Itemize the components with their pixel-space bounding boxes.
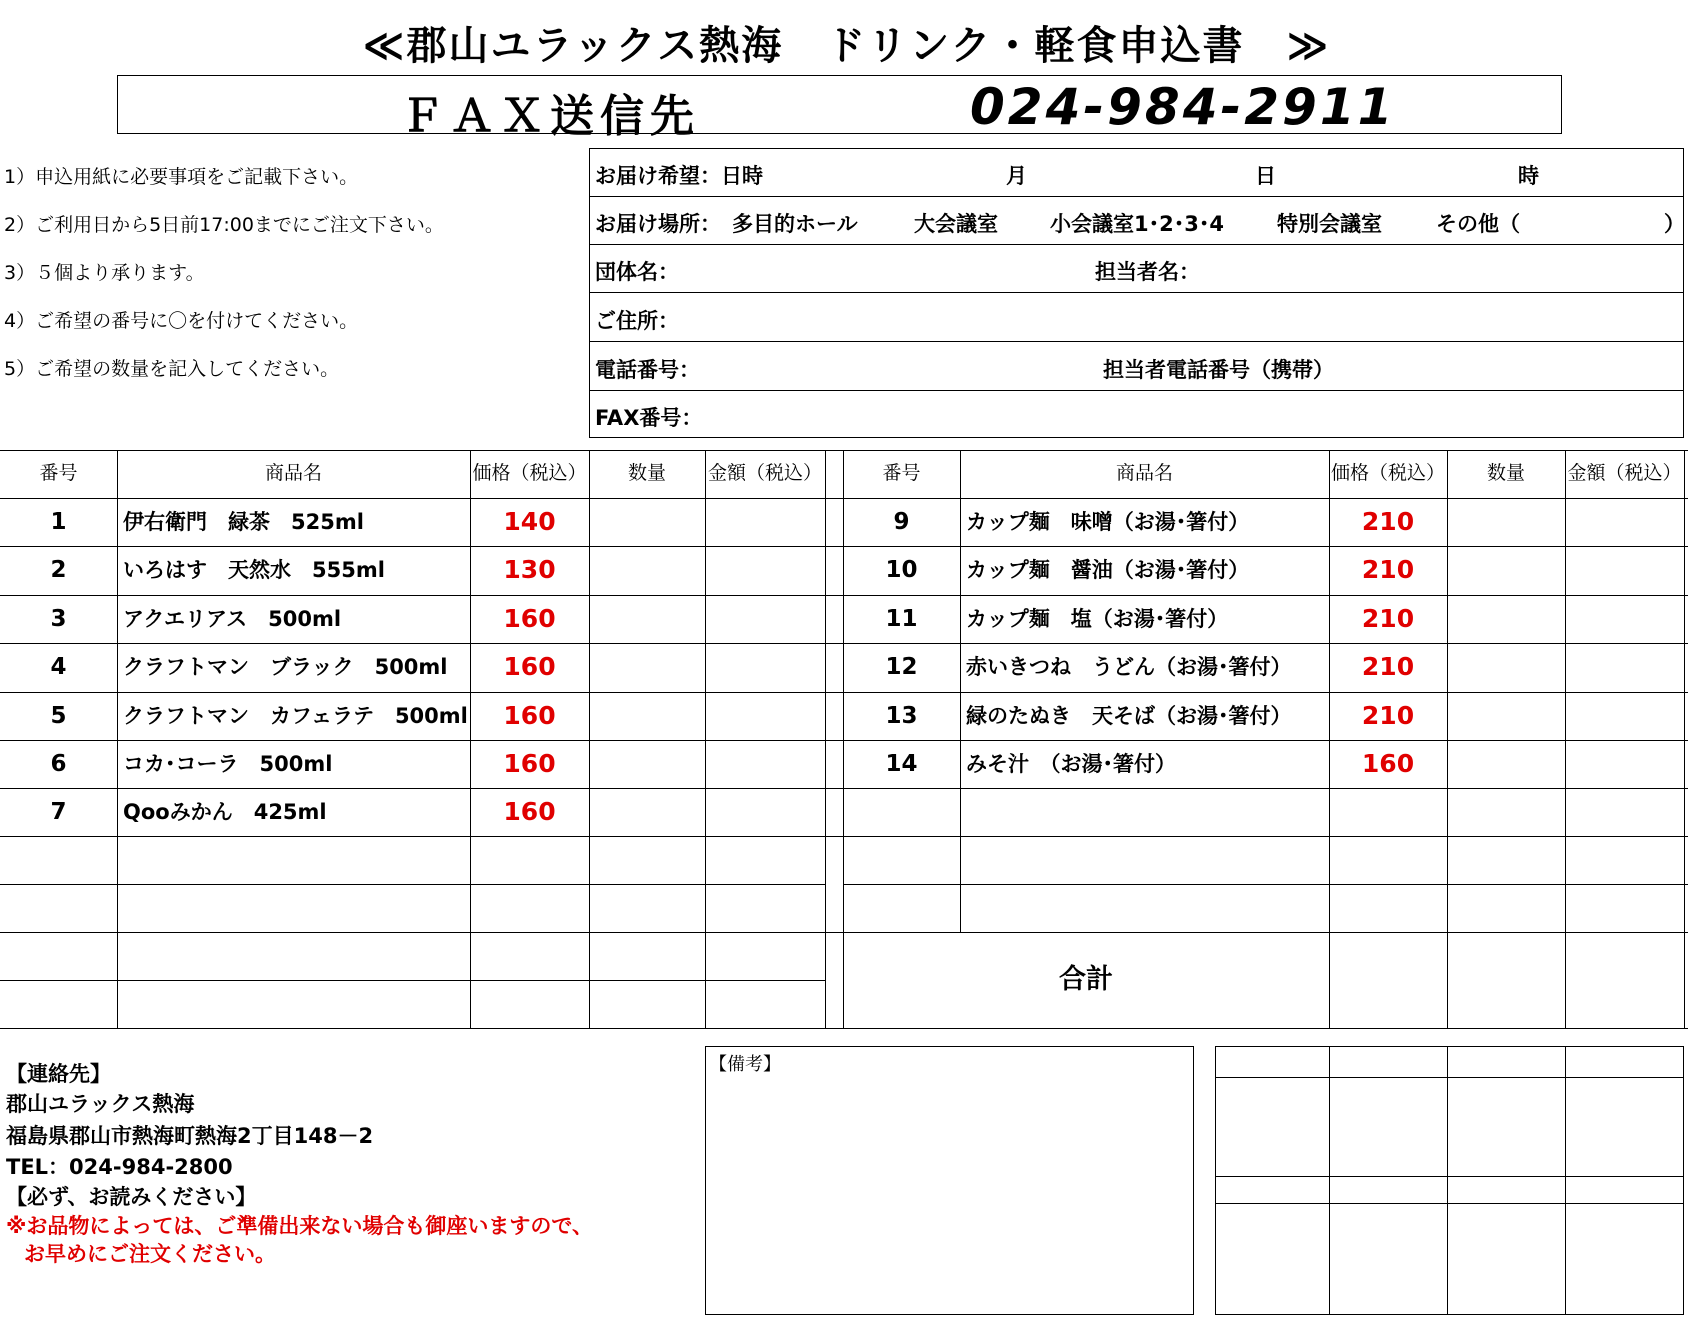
contact-heading: 【連絡先】 [6,1062,111,1086]
item-number[interactable]: 6 [50,751,67,777]
item-number[interactable]: 9 [893,509,910,535]
header-product-right: 商品名 [1115,462,1173,484]
item-price: 210 [1361,652,1415,681]
header-amount-right: 金額（税込） [1567,462,1682,484]
place-option-special-room[interactable]: 特別会議室 [1277,212,1382,236]
header-number-right: 番号 [882,462,921,484]
item-number[interactable]: 1 [50,509,67,535]
item-number[interactable]: 4 [50,654,67,680]
item-price: 160 [503,652,556,681]
place-option-close: ） [1664,212,1685,236]
item-name: カップ麺 醤油（お湯･箸付） [966,558,1250,582]
item-name: アクエリアス 500ml [123,607,342,631]
item-number[interactable]: 5 [50,703,67,729]
contact-tel: TEL：024-984-2800 [6,1155,233,1179]
notice-line-2: お早めにご注文ください。 [24,1242,276,1266]
delivery-date-label: お届け希望：日時 [595,164,763,188]
item-name: みそ汁 （お湯･箸付） [966,752,1176,776]
item-price: 160 [503,749,556,778]
notice-heading: 【必ず、お読みください】 [6,1185,257,1209]
header-qty-right: 数量 [1486,462,1525,484]
person-name-label: 担当者名： [1095,260,1200,284]
group-name-label: 団体名： [595,260,679,284]
instruction-2: 2）ご利用日から5日前17:00までにご注文下さい。 [4,214,444,236]
remarks-box[interactable] [705,1046,1194,1315]
item-price: 210 [1361,507,1415,536]
fax-number-label: FAX番号： [595,406,703,430]
delivery-hour-label: 時 [1518,164,1539,188]
contact-name: 郡山ユラックス熱海 [6,1092,195,1116]
instruction-5: 5）ご希望の数量を記入してください。 [4,358,340,380]
item-number[interactable]: 12 [885,654,918,680]
item-price: 160 [503,604,556,633]
item-price: 210 [1361,555,1415,584]
header-amount-left: 金額（税込） [707,462,822,484]
place-option-small-room[interactable]: 小会議室1･2･3･4 [1050,212,1224,236]
place-option-large-room[interactable]: 大会議室 [914,212,998,236]
fax-label: ＦＡＸ送信先 [400,91,700,142]
item-name: Qooみかん 425ml [123,800,327,824]
place-option-other[interactable]: その他（ [1436,212,1520,236]
instruction-3: 3）５個より承ります。 [4,262,205,284]
address-label: ご住所： [595,309,679,333]
item-name: カップ麺 味噌（お湯･箸付） [966,510,1250,534]
fax-number: 024-984-2911 [970,78,1396,136]
item-name: カップ麺 塩（お湯･箸付） [966,607,1229,631]
contact-address: 福島県郡山市熱海町熱海2丁目148－2 [6,1124,374,1148]
item-price: 210 [1361,604,1415,633]
delivery-month-label: 月 [1006,164,1027,188]
header-price-right: 価格（税込） [1330,462,1445,484]
item-price: 210 [1361,701,1415,730]
instruction-4: 4）ご希望の番号に〇を付けてください。 [4,310,359,332]
place-option-hall[interactable]: 多目的ホール [732,212,858,236]
mobile-phone-label: 担当者電話番号（携帯） [1103,358,1334,382]
item-name: クラフトマン カフェラテ 500ml [123,704,468,728]
remarks-label: 【備考】 [709,1054,781,1075]
notice-line-1: ※お品物によっては、ご準備出来ない場合も御座いますので、 [6,1214,593,1238]
delivery-place-label: お届け場所： [595,212,721,236]
item-number[interactable]: 7 [50,799,67,825]
total-label: 合計 [1059,964,1113,995]
item-number[interactable]: 11 [885,606,918,632]
item-name: 緑のたぬき 天そば（お湯･箸付） [966,704,1292,728]
item-name: 赤いきつね うどん（お湯･箸付） [966,655,1292,679]
delivery-form [589,148,1684,438]
item-name: 伊右衛門 緑茶 525ml [123,510,364,534]
header-number-left: 番号 [39,462,78,484]
item-number[interactable]: 3 [50,606,67,632]
header-qty-left: 数量 [627,462,666,484]
item-price: 160 [503,797,556,826]
item-number[interactable]: 14 [885,751,918,777]
item-name: クラフトマン ブラック 500ml [123,655,448,679]
item-number[interactable]: 10 [885,557,918,583]
phone-label: 電話番号： [595,358,700,382]
item-name: いろはす 天然水 555ml [123,558,385,582]
item-price: 160 [503,701,556,730]
item-name: コカ･コーラ 500ml [123,752,333,776]
form-title: ≪郡山ユラックス熱海 ドリンク・軽食申込書 ≫ [362,23,1331,69]
header-product-left: 商品名 [264,462,322,484]
item-price: 130 [503,555,556,584]
item-price: 140 [503,507,556,536]
item-number[interactable]: 13 [885,703,918,729]
header-price-left: 価格（税込） [472,462,587,484]
delivery-day-label: 日 [1255,164,1276,188]
item-number[interactable]: 2 [50,557,67,583]
instruction-1: 1）申込用紙に必要事項をご記載下さい。 [4,166,359,188]
item-price: 160 [1361,749,1415,778]
